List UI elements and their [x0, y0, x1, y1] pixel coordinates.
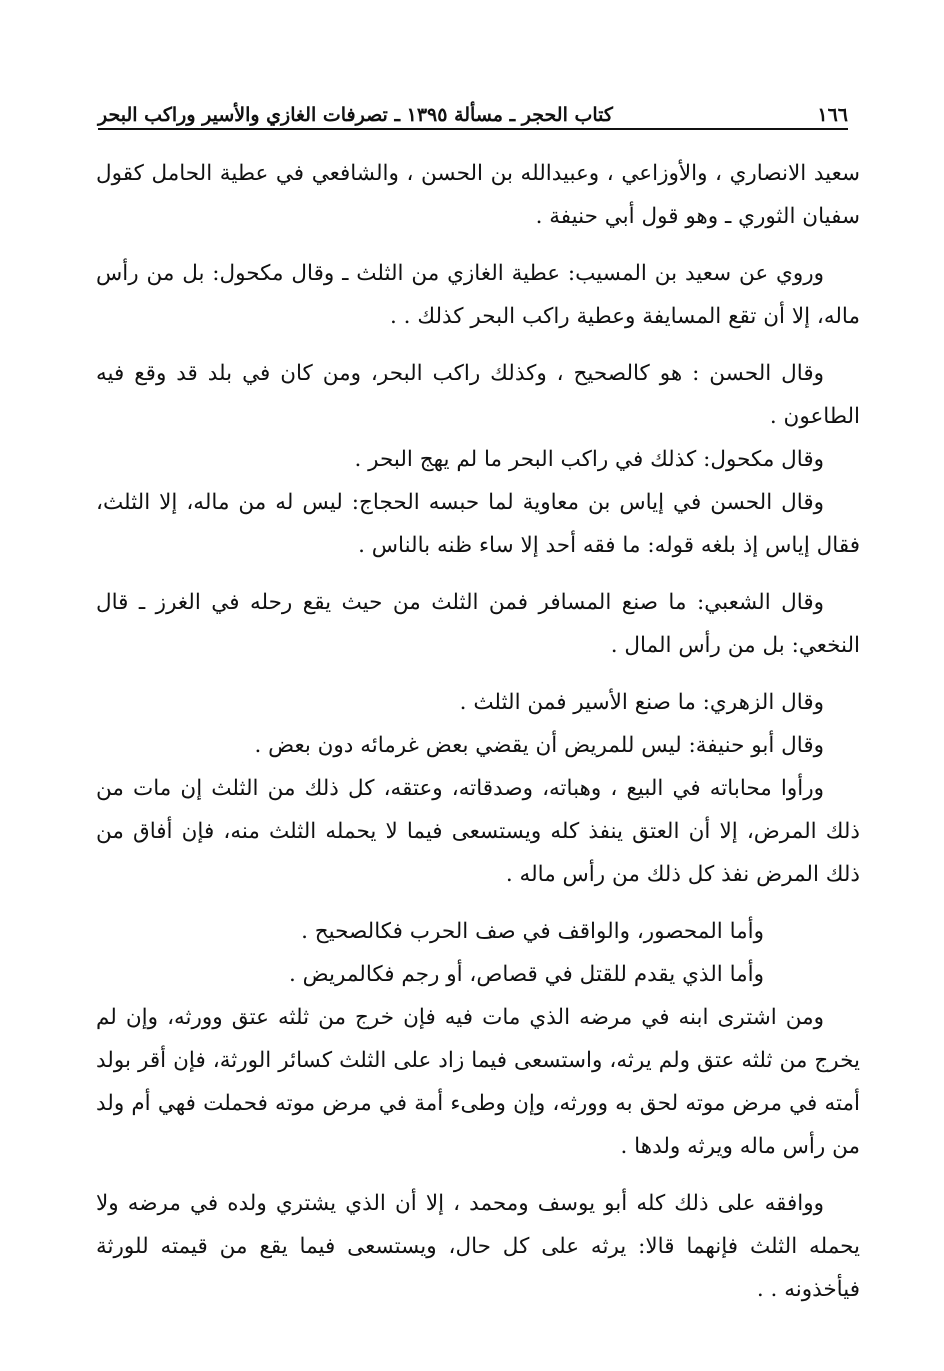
paragraph: ورأوا محاباته في البيع ، وهباته، وصدقاته، وعتقه، كل ذلك من الثلث إن مات من ذلك المرض، إلا أن العتق ينفذ كله ويستسعى فيما لا يحمله الثلث منه، فإن أفاق من ذلك المرض نفذ كل ذلك من رأس ماله .	[96, 776, 860, 887]
page-number: ١٦٦	[817, 104, 848, 126]
paragraph: وأما المحصور، والواقف في صف الحرب فكالصحيح .	[301, 919, 764, 944]
running-title: كتاب الحجر ـ مسألة ١٣٩٥ ـ تصرفات الغازي والأسير وراكب البحر	[98, 104, 613, 126]
page-body	[96, 152, 860, 1311]
paragraph: ومن اشترى ابنه في مرضه الذي مات فيه فإن خرج من ثلثه عتق وورثه، وإن لم يخرج من ثلثه عتق ولم يرثه، واستسعى فيما زاد على الثلث كسائر الورثة، فإن أقر بولد أمته في مرض موته لحق به وورثه، وإن وطىء أمة في مرض موته فحملت فهي أم ولد من رأس ماله ويرثه ولدها .	[96, 1005, 860, 1159]
paragraph: وقال الحسن : هو كالصحيح ، وكذلك راكب البحر، ومن كان في بلد قد وقع فيه الطاعون .	[96, 361, 860, 429]
page-header	[98, 86, 848, 126]
paragraph: وقال الزهري: ما صنع الأسير فمن الثلث .	[459, 690, 824, 715]
paragraph: وروي عن سعيد بن المسيب: عطية الغازي من الثلث ـ وقال مكحول: بل من رأس ماله، إلا أن تقع المسايفة وعطية راكب البحر كذلك . .	[96, 261, 860, 329]
paragraph: وقال مكحول: كذلك في راكب البحر ما لم يهج البحر .	[354, 447, 824, 472]
header-rule	[98, 128, 848, 130]
paragraph: وأما الذي يقدم للقتل في قصاص، أو رجم فكالمريض .	[289, 962, 764, 987]
paragraph: وقال أبو حنيفة: ليس للمريض أن يقضي بعض غرمائه دون بعض .	[254, 733, 824, 758]
paragraph: وقال الحسن في إياس بن معاوية لما حبسه الحجاج: ليس له من ماله، إلا الثلث، فقال إياس إذ بلغه قوله: ما فقه أحد إلا ساء ظنه بالناس .	[96, 490, 860, 558]
paragraph: ووافقه على ذلك كله أبو يوسف ومحمد ، إلا أن الذي يشتري ولده في مرضه ولا يحمله الثلث فإنهما قالا: يرثه على كل حال، ويستسعى فيما يقع من قيمته للورثة فيأخذونه . .	[96, 1191, 860, 1302]
paragraph: وقال الشعبي: ما صنع المسافر فمن الثلث من حيث يقع رحله في الغرز ـ قال النخعي: بل من رأس المال .	[96, 590, 860, 658]
paragraph: سعيد الانصاري ، والأوزاعي ، وعبيدالله بن الحسن ، والشافعي في عطية الحامل كقول سفيان الثوري ـ وهو قول أبي حنيفة .	[96, 161, 860, 229]
